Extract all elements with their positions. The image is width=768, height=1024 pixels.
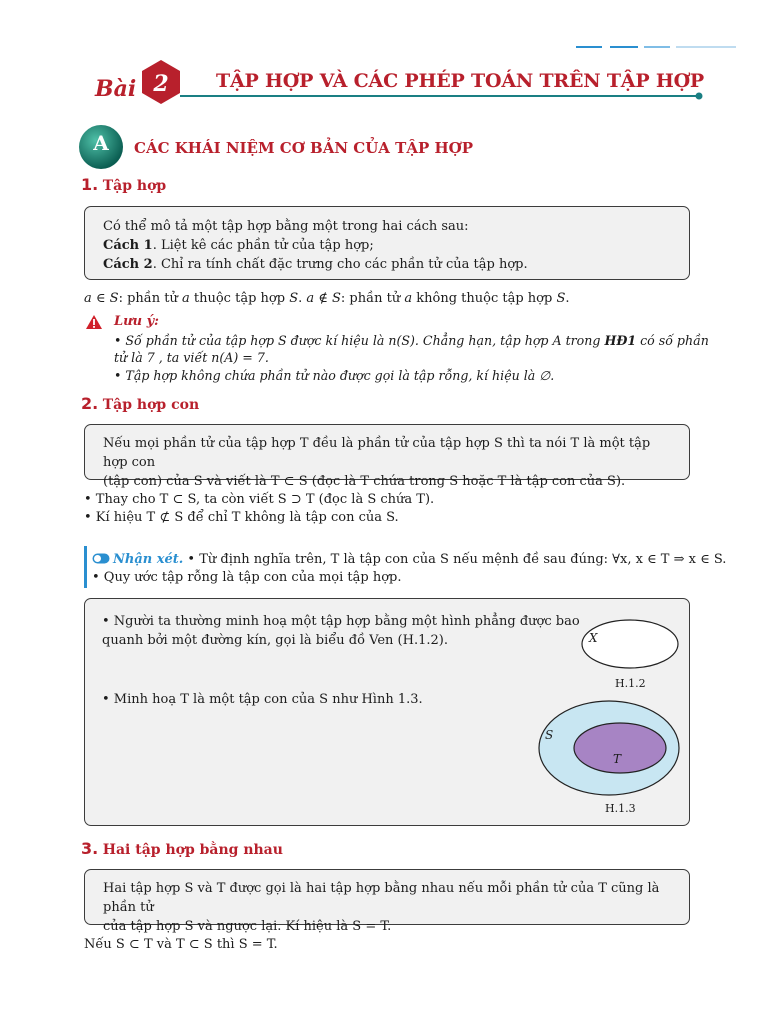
math-var: S bbox=[556, 291, 566, 306]
section-a-letter: A bbox=[93, 131, 109, 155]
venn-figure-2 bbox=[537, 699, 681, 797]
text-run: thuộc tập hợp bbox=[189, 291, 290, 306]
subset-bullet: • Thay cho T ⊂ S, ta còn viết S ⊃ T (đọc là S chứa T). bbox=[84, 492, 435, 507]
text-run: : phần tử bbox=[340, 291, 405, 306]
venn-text: • Người ta thường minh hoạ một tập hợp bằng một hình phẳng được bao bbox=[102, 614, 580, 629]
method-1-label: Cách 1 bbox=[103, 238, 153, 253]
remark-text: • Từ định nghĩa trên, T là tập con của S nếu mệnh đề sau đúng: ∀x, x ∈ T ⇒ x ∈ S. bbox=[183, 552, 727, 567]
text-run: . bbox=[298, 291, 307, 306]
box-line bbox=[103, 236, 671, 255]
heading-equal-sets bbox=[81, 839, 283, 858]
heading-number: 1. bbox=[81, 175, 99, 194]
definition-box-sets bbox=[84, 206, 690, 280]
toggle-icon bbox=[92, 553, 110, 564]
definition-box-equal-sets bbox=[84, 869, 690, 934]
box-line: Hai tập hợp S và T được gọi là hai tập hợp bằng nhau nếu mỗi phần tử của T cũng là phần tử bbox=[103, 881, 660, 915]
note-item bbox=[114, 332, 709, 350]
lesson-number: 2 bbox=[153, 71, 169, 97]
equal-sets-conclusion: Nếu S ⊂ T và T ⊂ S thì S = T. bbox=[84, 937, 278, 952]
figure-caption-2: H.1.3 bbox=[605, 802, 636, 815]
note-item-continued: tử là 7 , ta viết n(A) = 7. bbox=[114, 350, 269, 365]
note-item: • Tập hợp không chứa phần tử nào được gọi là tập rỗng, kí hiệu là ∅. bbox=[114, 368, 555, 383]
math-var: a bbox=[181, 291, 190, 306]
lesson-label: Bài bbox=[95, 76, 137, 102]
header-decoration bbox=[560, 42, 740, 52]
box-line: (tập con) của S và viết là T ⊂ S (đọc là T chứa trong S hoặc T là tập con của S). bbox=[103, 474, 626, 489]
venn-diagram-box bbox=[84, 598, 690, 826]
subset-bullet: • Kí hiệu T ⊄ S để chỉ T không là tập con của S. bbox=[84, 510, 399, 525]
math-var: S bbox=[289, 291, 299, 306]
page-title: TẬP HỢP VÀ CÁC PHÉP TOÁN TRÊN TẬP HỢP bbox=[216, 70, 705, 92]
box-line: Nếu mọi phần tử của tập hợp T đều là phần tử của tập hợp S thì ta nói T là một tập hợp con bbox=[103, 436, 651, 470]
remark-bar bbox=[84, 546, 87, 588]
math-symbol: ∈ bbox=[91, 291, 110, 306]
title-rule bbox=[100, 92, 706, 102]
heading-number: 3. bbox=[81, 839, 99, 858]
heading-sets bbox=[81, 175, 166, 194]
definition-box-subsets bbox=[84, 424, 690, 489]
heading-text: Tập hợp bbox=[102, 178, 167, 194]
box-line: Có thể mô tả một tập hợp bằng một trong hai cách sau: bbox=[103, 219, 469, 234]
method-2-text: . Chỉ ra tính chất đặc trưng cho các phần tử của tập hợp. bbox=[152, 257, 528, 272]
note-text: có số phần bbox=[636, 333, 709, 348]
remark-line: • Quy ước tập rỗng là tập con của mọi tập hợp. bbox=[92, 570, 402, 585]
heading-number: 2. bbox=[81, 394, 99, 413]
math-var: a bbox=[404, 291, 413, 306]
method-2-label: Cách 2 bbox=[103, 257, 153, 272]
note-ref: HĐ1 bbox=[604, 333, 637, 348]
math-var: a bbox=[84, 291, 92, 306]
math-symbol: ∉ bbox=[314, 291, 333, 306]
set-x-label: X bbox=[589, 631, 598, 645]
figure-caption-1: H.1.2 bbox=[615, 677, 646, 690]
heading-subsets bbox=[81, 394, 199, 413]
set-s-label: S bbox=[545, 728, 554, 742]
note-label: Lưu ý: bbox=[114, 314, 159, 329]
heading-text: Tập hợp con bbox=[102, 397, 200, 413]
venn-text: quanh bởi một đường kín, gọi là biểu đồ Ven (H.1.2). bbox=[102, 633, 448, 648]
text-run: . bbox=[565, 291, 570, 306]
box-line: của tập hợp S và ngược lại. Kí hiệu là S = T. bbox=[103, 919, 392, 934]
text-run: không thuộc tập hợp bbox=[412, 291, 557, 306]
note-text: • Số phần tử của tập hợp S được kí hiệu là n(S). Chẳng hạn, tập hợp A trong bbox=[114, 333, 605, 348]
heading-text: Hai tập hợp bằng nhau bbox=[102, 842, 283, 858]
warning-icon bbox=[85, 314, 103, 330]
venn-text: • Minh hoạ T là một tập con của S như Hình 1.3. bbox=[102, 692, 423, 707]
math-var: S bbox=[109, 291, 119, 306]
section-a-title: CÁC KHÁI NIỆM CƠ BẢN CỦA TẬP HỢP bbox=[134, 139, 473, 157]
text-run: : phần tử bbox=[118, 291, 182, 306]
method-1-text: . Liệt kê các phần tử của tập hợp; bbox=[152, 238, 374, 253]
box-line bbox=[103, 255, 671, 274]
math-var: a bbox=[306, 291, 315, 306]
membership-line bbox=[84, 290, 569, 308]
set-t-label: T bbox=[613, 752, 622, 766]
math-var: S bbox=[332, 291, 341, 306]
remark-line bbox=[113, 551, 726, 569]
remark-label: Nhận xét. bbox=[113, 552, 184, 567]
